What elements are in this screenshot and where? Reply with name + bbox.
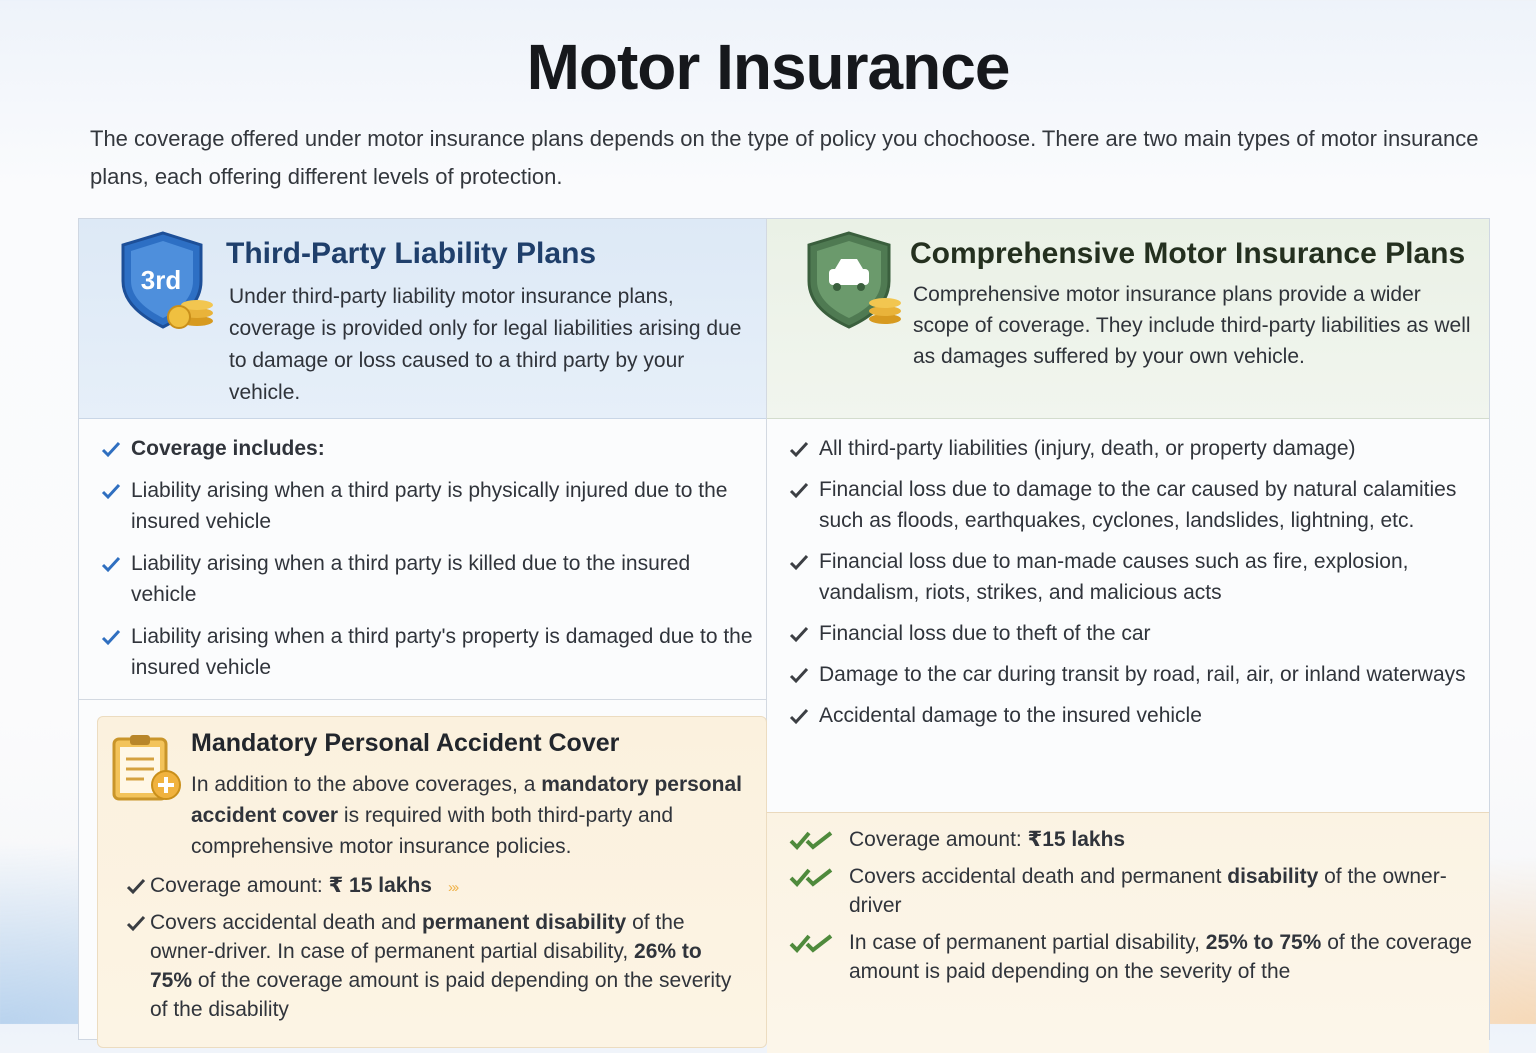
comprehensive-coverage-list <box>789 433 1479 741</box>
list-item: Damage to the car during transit by road, rail, air, or inland waterways <box>789 659 1479 690</box>
list-item: Covers accidental death and permanent disability of the owner-driver. In case of permanent partial disability, 26% to 75% of the coverage amount is paid depending on the severity of the disability <box>126 908 746 1024</box>
third-party-header <box>79 219 766 419</box>
page-title: Motor Insurance <box>526 31 1010 103</box>
third-party-shield-icon <box>117 229 217 329</box>
list-item: Liability arising when a third party is physically injured due to the insured vehicle <box>101 475 753 537</box>
intro-text: The coverage offered under motor insurance plans depends on the type of policy you chochoose. There are two main types of motor insurance plans, each offering different levels of protection. <box>90 126 1479 189</box>
check-icon <box>789 481 809 499</box>
list-item: Coverage amount: ₹ 15 lakhs »› <box>126 871 746 902</box>
clipboard-plus-icon <box>110 733 184 803</box>
coverage-heading: Coverage includes: <box>101 433 753 464</box>
list-item: Liability arising when a third party's property is damaged due to the insured vehicle <box>101 621 753 683</box>
personal-accident-list <box>126 871 746 1030</box>
comprehensive-accident-list <box>789 825 1479 994</box>
list-item: Financial loss due to damage to the car caused by natural calamities such as floods, earthquakes, cyclones, landslides, lightning, etc. <box>789 474 1479 536</box>
section-divider <box>79 699 766 700</box>
svg-text:3rd: 3rd <box>140 265 182 295</box>
check-icon <box>101 482 121 500</box>
list-item: All third-party liabilities (injury, death, or property damage) <box>789 433 1479 464</box>
double-check-icon <box>789 866 835 888</box>
comprehensive-header <box>767 219 1489 419</box>
personal-accident-title: Mandatory Personal Accident Cover <box>191 729 620 757</box>
third-party-title: Third-Party Liability Plans <box>226 237 597 270</box>
list-item: Financial loss due to theft of the car <box>789 618 1479 649</box>
comprehensive-title: Comprehensive Motor Insurance Plans <box>910 237 1466 270</box>
list-item: Financial loss due to man-made causes such as fire, explosion, vandalism, riots, strikes, and malicious acts <box>789 546 1479 608</box>
check-icon <box>101 555 121 573</box>
check-icon <box>126 914 146 932</box>
check-icon <box>789 707 809 725</box>
comprehensive-accident-box <box>767 812 1489 1053</box>
arrows-icon: »› <box>447 879 458 896</box>
double-check-icon <box>789 932 835 954</box>
list-item: Liability arising when a third party is killed due to the insured vehicle <box>101 548 753 610</box>
check-icon <box>101 440 121 458</box>
list-item: Accidental damage to the insured vehicle <box>789 700 1479 731</box>
double-check-icon <box>789 829 835 851</box>
check-icon <box>789 553 809 571</box>
third-party-description: Under third-party liability motor insurance plans, coverage is provided only for legal liabilities arising due to damage or loss caused to a third party by your vehicle. <box>229 285 742 404</box>
personal-accident-description: In addition to the above coverages, a mandatory personal accident cover is required with both third-party and comprehensive motor insurance policies. <box>191 773 742 858</box>
comprehensive-description: Comprehensive motor insurance plans provide a wider scope of coverage. They include third-party liabilities as well as damages suffered by your own vehicle. <box>913 283 1471 368</box>
third-party-coverage-list <box>101 433 753 694</box>
check-icon <box>789 440 809 458</box>
plans-table <box>78 218 1490 1040</box>
list-item: In case of permanent partial disability, 25% to 75% of the coverage amount is paid depending on the severity of the <box>789 928 1479 986</box>
list-item: Covers accidental death and permanent disability of the owner-driver <box>789 862 1479 920</box>
personal-accident-box <box>97 716 767 1048</box>
list-item: Coverage amount: ₹15 lakhs <box>789 825 1479 854</box>
check-icon <box>789 625 809 643</box>
check-icon <box>101 628 121 646</box>
check-icon <box>126 877 146 895</box>
car-shield-icon <box>799 229 909 329</box>
check-icon <box>789 666 809 684</box>
